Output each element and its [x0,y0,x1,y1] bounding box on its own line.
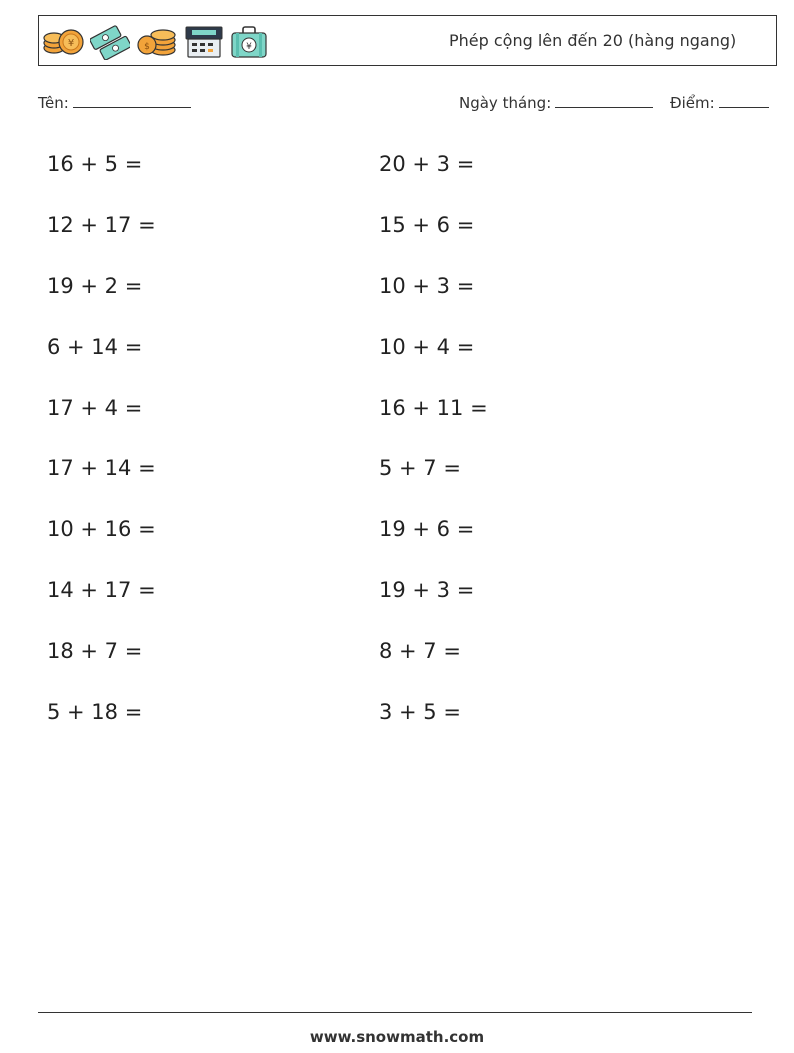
cash-register-icon [184,25,224,59]
problem-right-1: 20 + 3 = [379,152,475,176]
score-field [670,92,769,112]
problem-left-5: 17 + 4 = [47,396,143,420]
date-field [459,92,653,112]
problem-right-9: 8 + 7 = [379,639,461,663]
problem-right-6: 5 + 7 = [379,456,461,480]
score-label: Điểm: [670,94,715,112]
svg-text:$: $ [144,42,150,52]
problem-right-8: 19 + 3 = [379,578,475,602]
coin-stack-icon [136,27,178,57]
footer-divider [38,1012,752,1013]
problem-left-7: 10 + 16 = [47,517,156,541]
name-blank-line [73,92,191,108]
problem-right-2: 15 + 6 = [379,213,475,237]
problem-left-10: 5 + 18 = [47,700,143,724]
problem-left-2: 12 + 17 = [47,213,156,237]
problem-left-9: 18 + 7 = [47,639,143,663]
worksheet-title: Phép cộng lên đến 20 (hàng ngang) [449,31,737,50]
problem-left-6: 17 + 14 = [47,456,156,480]
coins-icon [42,27,84,57]
problem-left-8: 14 + 17 = [47,578,156,602]
name-field [38,92,191,112]
problem-right-10: 3 + 5 = [379,700,461,724]
problem-right-3: 10 + 3 = [379,274,475,298]
worksheet-header [38,15,777,66]
problem-right-5: 16 + 11 = [379,396,488,420]
svg-text:¥: ¥ [67,38,75,49]
date-label: Ngày tháng: [459,94,552,112]
problem-left-4: 6 + 14 = [47,335,143,359]
problem-left-3: 19 + 2 = [47,274,143,298]
banknotes-icon [90,24,130,60]
problem-right-4: 10 + 4 = [379,335,475,359]
footer-url[interactable]: www.snowmath.com [309,1028,485,1046]
header-icons [42,23,268,61]
problem-right-7: 19 + 6 = [379,517,475,541]
date-blank-line [555,92,653,108]
problem-left-1: 16 + 5 = [47,152,143,176]
svg-text:¥: ¥ [246,42,252,52]
score-blank-line [719,92,769,108]
name-label: Tên: [38,94,69,112]
yen-briefcase-icon [230,24,268,60]
